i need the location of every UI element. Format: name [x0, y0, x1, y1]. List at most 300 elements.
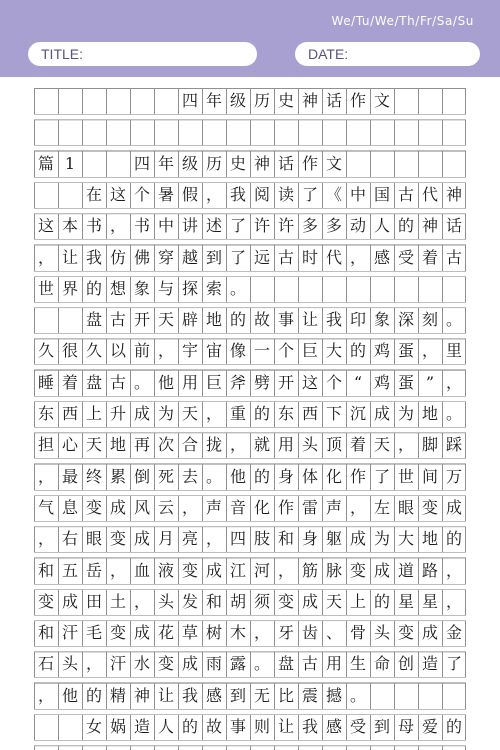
grid-cell: 天	[157, 310, 174, 330]
grid-cell: 感	[373, 247, 390, 267]
grid-cell: 古	[109, 372, 126, 392]
grid-cell: 鸡	[373, 341, 390, 361]
title-field[interactable]: TITLE:	[28, 42, 257, 66]
grid-cell: 久	[85, 341, 102, 361]
grid-cell: 撼	[325, 685, 342, 705]
grid-cell: ，	[445, 560, 462, 580]
grid-row	[34, 683, 466, 709]
grid-cell: 事	[229, 717, 246, 736]
grid-cell	[370, 151, 394, 177]
grid-cell: 级	[181, 153, 198, 173]
grid-cell: 终	[85, 466, 102, 486]
grid-cell: ，	[421, 341, 438, 361]
grid-cell	[394, 119, 418, 145]
grid-cell: 辟	[181, 310, 198, 330]
grid-cell: 。	[133, 372, 150, 392]
grid-cell: 象	[373, 310, 390, 330]
grid-cell	[442, 88, 466, 114]
date-field[interactable]: DATE:	[295, 42, 480, 66]
grid-cell: 事	[277, 310, 294, 330]
grid-cell: 着	[349, 435, 366, 455]
grid-row	[34, 714, 466, 740]
grid-cell: 成	[61, 591, 78, 611]
grid-cell	[106, 119, 130, 145]
grid-cell: 。	[253, 654, 270, 674]
grid-cell: 体	[301, 466, 318, 486]
grid-cell	[250, 276, 274, 302]
grid-cell: 时	[301, 247, 318, 267]
grid-cell: ，	[181, 497, 198, 517]
grid-cell: 史	[277, 91, 294, 110]
grid-cell: 的	[181, 717, 198, 736]
grid-cell: 再	[133, 435, 150, 455]
grid-cell: 古	[109, 310, 126, 330]
grid-cell: 远	[253, 247, 270, 267]
grid-cell: 我	[325, 310, 342, 330]
grid-cell: 。	[205, 466, 222, 486]
grid-cell	[442, 276, 466, 302]
grid-row	[34, 276, 466, 302]
grid-cell: 地	[205, 310, 222, 330]
grid-cell: 齿	[301, 623, 318, 643]
grid-cell: ”	[425, 372, 435, 392]
grid-cell	[346, 151, 370, 177]
grid-cell: 话	[445, 216, 462, 236]
grid-cell: 穿	[157, 247, 174, 267]
grid-cell: 路	[421, 560, 438, 580]
grid-cell	[154, 119, 178, 145]
grid-cell	[418, 88, 442, 114]
grid-row	[34, 620, 466, 646]
grid-cell: 个	[133, 184, 150, 204]
grid-cell: 脚	[421, 435, 438, 455]
grid-cell: 阅	[253, 184, 270, 204]
grid-cell: 、	[325, 623, 342, 643]
grid-cell: 变	[349, 560, 366, 580]
grid-cell: 汗	[109, 654, 126, 674]
grid-cell	[274, 276, 298, 302]
grid-cell: 宙	[205, 341, 222, 361]
grid-cell: 脉	[325, 560, 342, 580]
grid-cell: 死	[157, 466, 174, 486]
grid-cell: 震	[301, 685, 318, 705]
grid-cell: 和	[37, 623, 54, 643]
grid-cell: 作	[301, 153, 318, 173]
grid-cell: 让	[277, 717, 294, 736]
grid-cell	[394, 88, 418, 114]
grid-cell: 天	[373, 435, 390, 455]
grid-cell: 刻	[421, 310, 438, 330]
grid-cell: 的	[85, 278, 102, 298]
grid-cell: ，	[205, 529, 222, 549]
grid-cell: 变	[109, 529, 126, 549]
grid-cell: 化	[325, 466, 342, 486]
grid-row	[34, 432, 466, 458]
grid-cell: 身	[277, 466, 294, 486]
grid-cell: 胡	[229, 591, 246, 611]
grid-cell	[34, 714, 58, 740]
grid-cell: 这	[301, 372, 318, 392]
grid-cell: 以	[109, 341, 126, 361]
grid-cell: 这	[37, 216, 54, 236]
grid-cell: 和	[277, 529, 294, 549]
grid-cell: 盘	[85, 372, 102, 392]
grid-cell: 斧	[229, 372, 246, 392]
grid-cell	[34, 307, 58, 333]
grid-row	[34, 182, 466, 208]
grid-cell: 神	[445, 184, 462, 204]
grid-cell: 的	[373, 591, 390, 611]
grid-cell	[370, 119, 394, 145]
grid-cell: 古	[397, 184, 414, 204]
grid-cell: 上	[85, 404, 102, 423]
grid-cell: 天	[325, 591, 342, 611]
grid-cell: 去	[181, 466, 198, 486]
grid-cell: 娲	[109, 717, 126, 736]
grid-cell: 四	[133, 153, 150, 173]
grid-row	[34, 338, 466, 364]
grid-cell	[58, 307, 82, 333]
grid-cell	[418, 276, 442, 302]
grid-cell: 河	[253, 560, 270, 580]
grid-cell: 踩	[445, 435, 462, 455]
grid-cell: 云	[157, 497, 174, 517]
grid-row	[34, 119, 466, 145]
grid-cell: 西	[301, 404, 318, 423]
grid-cell: 他	[157, 372, 174, 392]
grid-cell: 顶	[325, 435, 342, 455]
grid-cell: 左	[373, 497, 390, 517]
grid-cell: 东	[277, 404, 294, 423]
grid-cell: 变	[85, 497, 102, 517]
grid-cell: 拢	[205, 435, 222, 455]
grid-cell: 象	[133, 278, 150, 298]
grid-cell: 的	[445, 529, 462, 549]
grid-cell: 头	[61, 654, 78, 674]
grid-cell: 受	[397, 247, 414, 267]
grid-cell: ，	[229, 435, 246, 455]
grid-cell: 上	[349, 591, 366, 611]
weekday-selector[interactable]: We/Tu/We/Th/Fr/Sa/Su	[331, 14, 474, 28]
grid-cell: 岳	[85, 560, 102, 580]
grid-cell: 书	[85, 216, 102, 236]
grid-cell: 盘	[85, 310, 102, 330]
grid-row	[34, 245, 466, 271]
grid-row	[34, 401, 466, 427]
grid-cell: 成	[421, 623, 438, 643]
grid-cell	[58, 182, 82, 208]
grid-cell: 雨	[205, 654, 222, 674]
grid-cell	[34, 119, 58, 145]
grid-cell: 生	[349, 654, 366, 674]
grid-cell: 一	[253, 341, 270, 361]
grid-cell: 成	[205, 560, 222, 580]
grid-cell: 与	[157, 278, 174, 298]
grid-cell: 作	[349, 466, 366, 486]
grid-cell: ，	[205, 184, 222, 204]
grid-cell: 界	[61, 278, 78, 298]
grid-cell: ，	[397, 435, 414, 455]
grid-cell	[58, 88, 82, 114]
grid-cell: 成	[133, 623, 150, 643]
grid-row	[34, 213, 466, 239]
grid-cell: 头	[301, 435, 318, 455]
grid-cell	[130, 88, 154, 114]
grid-cell: 母	[397, 717, 414, 736]
grid-cell: 成	[373, 560, 390, 580]
grid-cell: 精	[109, 685, 126, 705]
grid-cell: 土	[109, 591, 126, 611]
grid-cell: 很	[61, 341, 78, 361]
grid-cell: 书	[133, 216, 150, 236]
grid-cell: 四	[181, 91, 198, 110]
grid-cell: 故	[205, 717, 222, 736]
grid-cell: 间	[421, 466, 438, 486]
grid-cell	[298, 276, 322, 302]
grid-cell: 亮	[181, 529, 198, 549]
grid-cell: 西	[61, 404, 78, 423]
grid-cell: 我	[181, 685, 198, 705]
grid-cell: 了	[373, 466, 390, 486]
grid-cell: 变	[37, 591, 54, 611]
grid-cell: ，	[253, 623, 270, 643]
grid-cell: ，	[277, 560, 294, 580]
grid-cell: 道	[397, 560, 414, 580]
grid-cell: 合	[181, 435, 198, 455]
grid-cell: 到	[229, 685, 246, 705]
grid-cell	[274, 119, 298, 145]
grid-cell: 沉	[349, 404, 366, 423]
grid-cell: 许	[253, 216, 270, 236]
grid-row	[34, 495, 466, 521]
grid-cell: 让	[157, 685, 174, 705]
grid-cell: 话	[325, 91, 342, 110]
grid-cell: 着	[421, 247, 438, 267]
grid-cell: 讲	[181, 216, 198, 236]
grid-cell: 地	[421, 529, 438, 549]
grid-cell: 变	[277, 591, 294, 611]
grid-cell: 花	[157, 623, 174, 643]
grid-cell: 国	[373, 184, 390, 204]
grid-cell: 地	[421, 404, 438, 423]
grid-cell: 感	[205, 685, 222, 705]
grid-cell: 暑	[157, 184, 174, 204]
grid-cell: 着	[61, 372, 78, 392]
grid-cell: 让	[301, 310, 318, 330]
grid-cell: 命	[373, 654, 390, 674]
grid-cell: 成	[181, 654, 198, 674]
grid-cell: 中	[157, 216, 174, 236]
grid-cell: 成	[301, 591, 318, 611]
grid-cell: 成	[349, 529, 366, 549]
grid-cell: 草	[181, 623, 198, 643]
grid-cell: 则	[253, 717, 270, 736]
grid-row	[34, 558, 466, 584]
grid-cell: 液	[157, 560, 174, 580]
grid-cell: ，	[109, 560, 126, 580]
grid-cell: 了	[229, 216, 246, 236]
grid-cell: 和	[37, 560, 54, 580]
grid-cell: 躯	[325, 529, 342, 549]
grid-cell: 眼	[397, 497, 414, 517]
grid-cell: 用	[181, 372, 198, 392]
grid-cell: ，	[37, 466, 54, 486]
grid-cell	[394, 151, 418, 177]
grid-row	[34, 526, 466, 552]
grid-row	[34, 589, 466, 615]
grid-cell: 造	[133, 717, 150, 736]
grid-cell: 世	[397, 466, 414, 486]
grid-cell: 越	[181, 247, 198, 267]
grid-cell	[370, 276, 394, 302]
grid-cell: 我	[229, 184, 246, 204]
grid-cell: 风	[133, 497, 150, 517]
grid-cell	[394, 683, 418, 709]
grid-cell: ，	[157, 341, 174, 361]
grid-cell: 《	[325, 184, 342, 204]
grid-cell	[58, 714, 82, 740]
grid-cell: 许	[277, 216, 294, 236]
grid-cell: 巨	[205, 372, 222, 392]
grid-cell: 想	[109, 278, 126, 298]
grid-cell: 五	[61, 560, 78, 580]
grid-cell: 个	[325, 372, 342, 392]
grid-cell	[442, 151, 466, 177]
grid-cell: 神	[301, 91, 318, 110]
grid-cell	[418, 119, 442, 145]
grid-cell: 古	[445, 247, 462, 267]
grid-cell: ，	[133, 591, 150, 611]
grid-cell: 到	[205, 247, 222, 267]
grid-cell: 变	[421, 497, 438, 517]
grid-cell: ，	[349, 247, 366, 267]
grid-cell: 作	[349, 91, 366, 110]
grid-cell: 头	[157, 591, 174, 611]
grid-cell: 佛	[133, 247, 150, 267]
grid-cell: ，	[349, 497, 366, 517]
grid-cell: 就	[253, 435, 270, 455]
grid-cell: 天	[85, 435, 102, 455]
grid-cell: 下	[325, 404, 342, 423]
grid-cell: 感	[325, 717, 342, 736]
grid-row	[34, 651, 466, 677]
grid-cell: ，	[445, 591, 462, 611]
grid-cell: 变	[181, 560, 198, 580]
grid-cell: 石	[37, 654, 54, 674]
grid-cell: 露	[229, 654, 246, 674]
grid-cell: 累	[109, 466, 126, 486]
grid-cell: 前	[133, 341, 150, 361]
grid-cell: 成	[133, 529, 150, 549]
grid-cell: 蛋	[397, 341, 414, 361]
grid-cell: 了	[301, 184, 318, 204]
grid-cell: 水	[133, 654, 150, 674]
grid-cell	[106, 151, 130, 177]
grid-cell: 的	[253, 466, 270, 486]
grid-cell: 次	[157, 435, 174, 455]
grid-cell: 创	[397, 654, 414, 674]
grid-cell: 让	[61, 247, 78, 267]
grid-cell: 深	[397, 310, 414, 330]
grid-cell: 。	[445, 404, 462, 423]
grid-cell: ，	[109, 216, 126, 236]
grid-cell	[226, 119, 250, 145]
grid-cell: 神	[421, 216, 438, 236]
grid-cell: 述	[205, 216, 222, 236]
grid-cell	[250, 119, 274, 145]
grid-row	[34, 464, 466, 490]
grid-cell: 气	[37, 497, 54, 517]
grid-cell: 劈	[253, 372, 270, 392]
grid-cell	[394, 276, 418, 302]
grid-cell: 发	[181, 591, 198, 611]
grid-cell: 本	[61, 216, 78, 236]
grid-cell: 里	[445, 341, 462, 361]
grid-cell: 化	[253, 497, 270, 517]
grid-cell: 故	[253, 310, 270, 330]
grid-cell: 最	[61, 466, 78, 486]
grid-cell: 睡	[37, 372, 54, 392]
grid-cell: 动	[349, 216, 366, 236]
grid-cell: 的	[229, 310, 246, 330]
grid-cell: 蛋	[397, 372, 414, 392]
grid-cell: 巨	[301, 341, 318, 361]
grid-cell: 担	[37, 435, 54, 455]
grid-cell	[130, 119, 154, 145]
grid-cell: 倒	[133, 466, 150, 486]
grid-cell: 东	[37, 404, 54, 423]
grid-cell: 1	[64, 153, 76, 173]
grid-cell: 像	[229, 341, 246, 361]
grid-cell: 久	[37, 341, 54, 361]
grid-cell	[418, 151, 442, 177]
grid-cell: 声	[325, 497, 342, 517]
grid-cell: 无	[253, 685, 270, 705]
grid-cell	[346, 276, 370, 302]
grid-cell	[82, 88, 106, 114]
grid-cell: 田	[85, 591, 102, 611]
grid-cell: 为	[397, 404, 414, 423]
grid-cell: 雷	[301, 497, 318, 517]
grid-cell: 地	[109, 435, 126, 455]
grid-cell: ，	[37, 685, 54, 705]
grid-cell: 索	[205, 278, 222, 298]
grid-cell: 开	[277, 372, 294, 392]
grid-cell: 到	[373, 717, 390, 736]
grid-cell: 和	[205, 591, 222, 611]
grid-cell: 变	[157, 654, 174, 674]
grid-cell: 星	[421, 591, 438, 611]
grid-cell: 中	[349, 184, 366, 204]
grid-cell: 成	[373, 404, 390, 423]
grid-cell: 爱	[421, 717, 438, 736]
grid-cell	[322, 119, 346, 145]
grid-cell: 盘	[277, 654, 294, 674]
grid-cell: 了	[229, 247, 246, 267]
grid-cell: 多	[301, 216, 318, 236]
grid-cell: 骨	[349, 623, 366, 643]
grid-cell: 血	[133, 560, 150, 580]
grid-cell: 历	[205, 153, 222, 173]
grid-cell: 。	[229, 278, 246, 298]
grid-cell: 的	[253, 404, 270, 423]
grid-cell: 重	[229, 404, 246, 423]
grid-cell: 的	[349, 341, 366, 361]
grid-cell: 肢	[253, 529, 270, 549]
grid-row	[34, 88, 466, 114]
grid-cell: 印	[349, 310, 366, 330]
grid-cell: ，	[37, 529, 54, 549]
